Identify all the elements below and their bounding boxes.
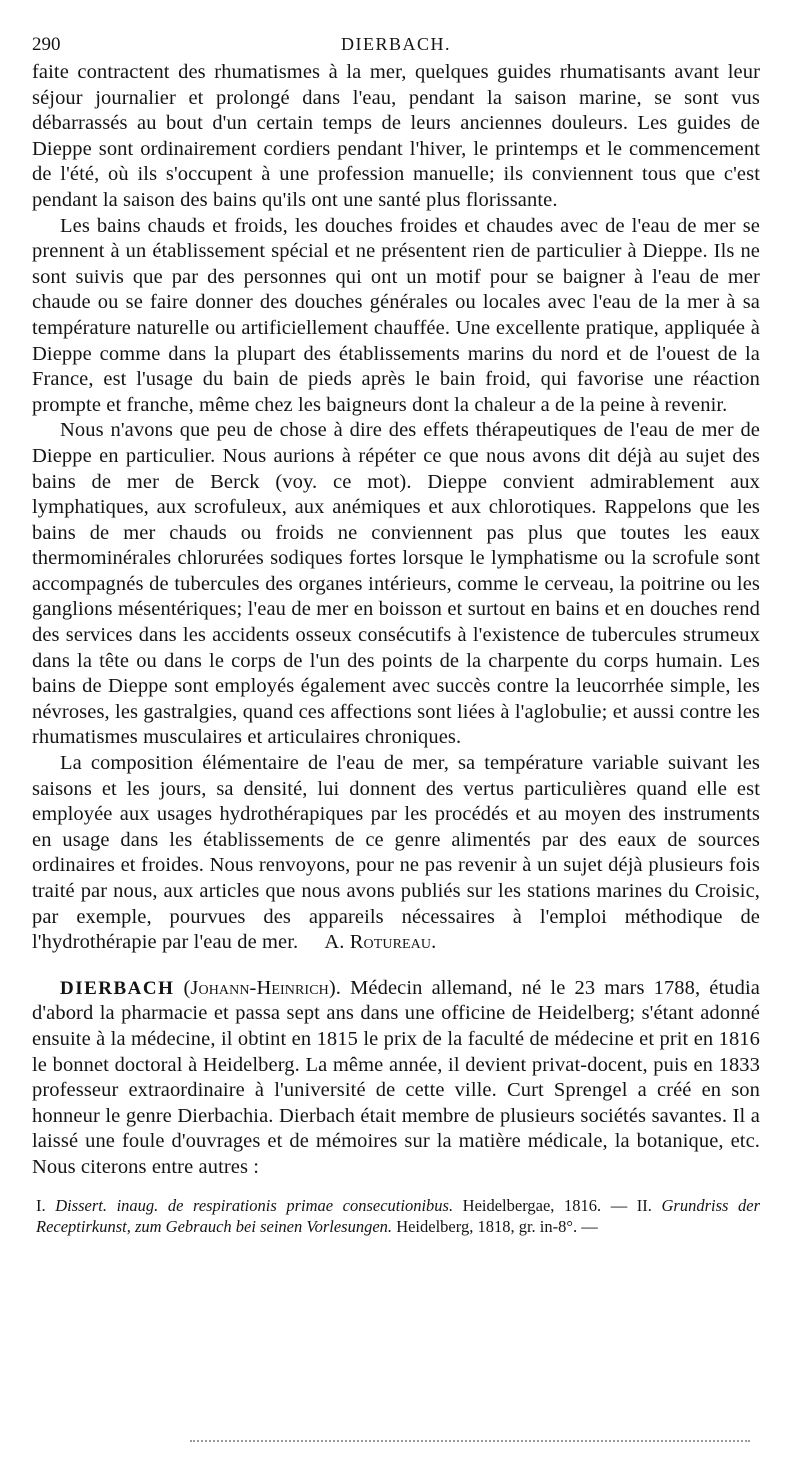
paragraph-3: Nous n'avons que peu de chose à dire des effets thérapeutiques de l'eau de mer de Dieppe en particulier. Nous aurions à répéter ce que nous avons dit déjà au sujet des bains de mer de Berck (voy. ce mot). Dieppe convient admirablement aux lymphatiques, aux scrofuleux, aux anémiques et aux chlorotiques. Rappelons que les bains de mer chauds ou froids ne conviennent pas plus que toutes les eaux thermominérales chlorurées sodiques fortes lorsque le lymphatisme ou la scrofule sont accompagnés de tubercules des organes intérieurs, comme le cerveau, la poitrine ou les ganglions mésentériques; l'eau de mer en boisson et surtout en bains et en douches rend des services dans les accidents osseux consécutifs à l'existence de tubercules strumeux dans la tête ou dans le corps de l'un des points de la charpente du corps humain. Les bains de Dieppe sont employés également avec succès contre la leucorrhée simple, les névroses, les gastralgies, quand ces affections sont liées à l'aglobulie; et aussi contre les rhumatismes musculaires et articulaires chroniques. xyxy=(32,419,760,749)
bibliography xyxy=(32,1195,760,1237)
running-head: DIERBACH. xyxy=(340,34,451,54)
paragraph-4-text: La composition élémentaire de l'eau de mer, sa température variable suivant les saisons et les jours, sa densité, lui donnent des vertus particulières quand elle est employée aux usages hydrothérapiques par les procédés et au moyen des instruments en usage dans les établissements de ce genre alimentés par des eaux de sources ordinaires et froides. Nous renvoyons, pour ne pas revenir à un sujet déjà plusieurs fois traité par nous, aux articles que nous avons publiés sur les stations marines du Croisic, par exemple, pourvues des appareils nécessaires à l'emploi méthodique de l'hydrothérapie par l'eau de mer. xyxy=(32,752,760,954)
bib-ii-title: Grundriss der Receptirkunst, zum Gebrauch bei seinen Vorlesungen. xyxy=(36,1195,761,1236)
page-header xyxy=(32,34,760,58)
paragraph-4 xyxy=(32,751,760,956)
bib-i-publication: Heidelbergae, 1816. — xyxy=(462,1195,628,1215)
biography-entry xyxy=(32,976,760,1181)
bib-i-title: Dissert. inaug. de respirationis primae consecutionibus. xyxy=(55,1195,454,1215)
page-body xyxy=(32,60,760,1253)
bib-i-number: I. xyxy=(36,1195,46,1215)
entry-headword: DIERBACH xyxy=(60,977,175,999)
bib-ii-number: II. xyxy=(636,1195,652,1215)
author-signature: A. Rotureau. xyxy=(324,931,437,954)
paragraph-2: Les bains chauds et froids, les douches froides et chaudes avec de l'eau de mer se prennent à un établissement spécial et ne présentent rien de particulier à Dieppe. Ils ne sont suivis que par des personnes qui ont un motif pour se baigner à l'eau de mer chaude ou se faire donner des douches générales ou locales avec l'eau de la mer à sa température naturelle ou artificiellement chauffée. Une excellente pratique, appliquée à Dieppe comme dans la plupart des établissements marins du nord et de l'ouest de la France, est l'usage du bain de pieds après le bain froid, qui favorise une réaction prompte et franche, même chez les baigneurs dont la chaleur a de la peine à revenir. xyxy=(32,214,760,416)
bib-ii-publication: Heidelberg, 1818, gr. in-8°. — xyxy=(396,1216,598,1236)
entry-text: Médecin allemand, né le 23 mars 1788, étudia d'abord la pharmacie et passa sept ans dans une officine de Heidelberg; s'étant adonné ensuite à la médecine, il obtint en 1815 le prix de la faculté de médecine et prit en 1816 le bonnet doctoral à Heidelberg. La même année, il devient privat-docent, puis en 1833 professeur extraordinaire à l'université de cette ville. Curt Sprengel a créé en son honneur le genre Dierbachia. Dierbach était membre de plusieurs sociétés savantes. Il a laissé une foule d'ouvrages et de mémoires sur la matière médicale, la botanique, etc. Nous citerons entre autres : xyxy=(32,976,760,1178)
paragraph-1: faite contractent des rhumatismes à la mer, quelques guides rhumatisants avant leur séjour journalier et prolongé dans l'eau, pendant la saison marine, se sont vus débarrassés au bout d'un certain temps de leurs anciennes douleurs. Les guides de Dieppe sont ordinairement cordiers pendant l'hiver, le printemps et le commencement de l'été, où ils s'occupent à une profession manuelle; ils conviennent tous que c'est pendant la saison des bains qu'ils ont une santé plus florissante. xyxy=(32,61,760,211)
entry-names: (Johann-Heinrich). xyxy=(183,976,341,999)
bottom-print-artifact xyxy=(190,1440,750,1446)
page-number: 290 xyxy=(32,34,61,55)
